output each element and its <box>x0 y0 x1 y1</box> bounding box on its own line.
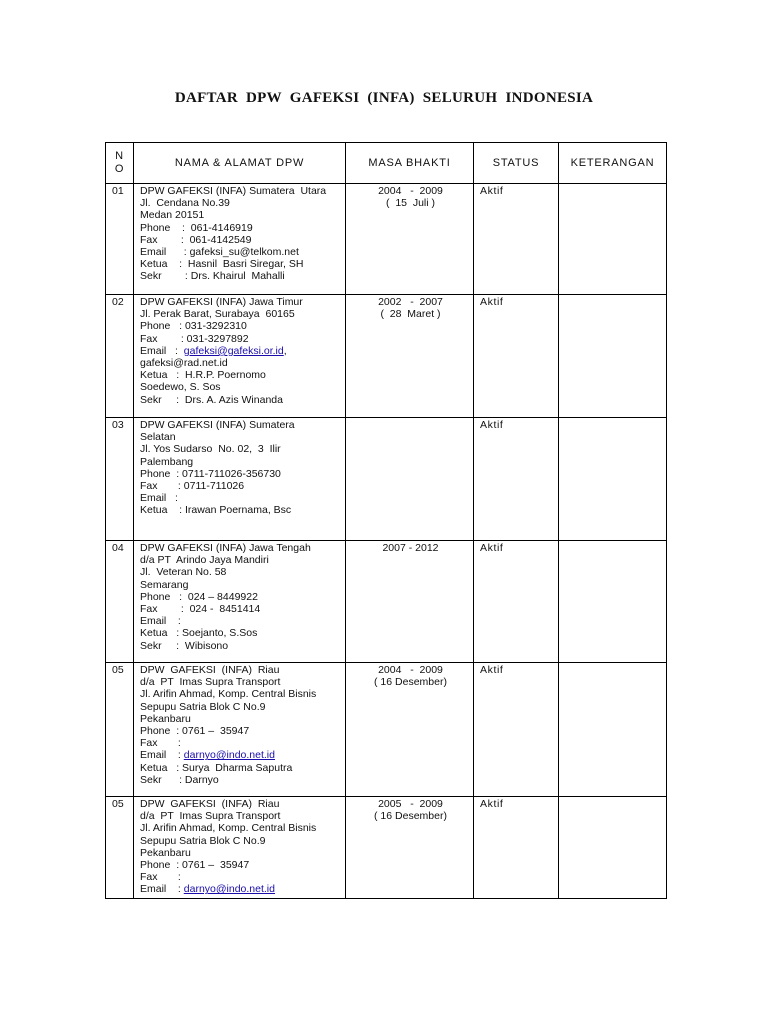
address-line: Email : gafeksi@gafeksi.or.id, <box>140 344 287 357</box>
address-line: Fax : 0711-711026 <box>140 480 245 493</box>
address-line: Semarang <box>140 578 189 591</box>
address-line: Fax : 061-4142549 <box>140 233 252 246</box>
table-row <box>106 295 667 418</box>
email-link[interactable]: gafeksi@gafeksi.or.id <box>183 344 284 357</box>
header-status: STATUS <box>474 143 559 184</box>
address-line: Fax : <box>140 737 181 750</box>
masa-bhakti-cell <box>346 295 474 418</box>
header-keterangan: KETERANGAN <box>559 143 667 184</box>
address-line: DPW GAFEKSI (INFA) Jawa Tengah <box>140 542 311 554</box>
nama-alamat-cell <box>134 418 346 541</box>
header-no <box>106 143 134 184</box>
address-line: Fax : <box>140 871 181 884</box>
address-line: Pekanbaru <box>140 712 191 725</box>
nama-alamat-cell <box>134 184 346 295</box>
address-line: DPW GAFEKSI (INFA) Riau <box>140 664 280 676</box>
address-line: d/a PT Imas Supra Transport <box>140 810 281 823</box>
keterangan-cell <box>559 184 667 295</box>
address-line: Ketua : Soejanto, S.Sos <box>140 627 258 640</box>
masa-line: 2004 - 2009 <box>378 664 443 676</box>
address-line: Email : darnyo@indo.net.id <box>140 749 275 762</box>
email-link[interactable]: darnyo@indo.net.id <box>183 749 275 762</box>
status-cell: Aktif <box>474 541 559 663</box>
address-line: Ketua : Hasnil Basri Siregar, SH <box>140 258 304 271</box>
masa-bhakti-cell <box>346 541 474 663</box>
masa-bhakti-cell <box>346 663 474 797</box>
masa-line: 2005 - 2009 <box>378 798 443 810</box>
dpw-table <box>105 142 667 899</box>
address-line: DPW GAFEKSI (INFA) Riau <box>140 798 280 810</box>
table-row <box>106 184 667 295</box>
status-cell: Aktif <box>474 797 559 899</box>
row-number: 05 <box>106 663 134 797</box>
nama-alamat-cell <box>134 295 346 418</box>
address-line: Sekr : Drs. Khairul Mahalli <box>140 270 285 283</box>
email-link[interactable]: darnyo@indo.net.id <box>183 883 275 896</box>
status-cell: Aktif <box>474 184 559 295</box>
header-masa-bhakti: MASA BHAKTI <box>346 143 474 184</box>
status-cell: Aktif <box>474 663 559 797</box>
address-line: Jl. Arifin Ahmad, Komp. Central Bisnis <box>140 688 317 701</box>
keterangan-cell <box>559 541 667 663</box>
address-line: Ketua : Surya Dharma Saputra <box>140 761 293 774</box>
keterangan-cell <box>559 295 667 418</box>
address-line: Email : <box>140 615 181 628</box>
nama-alamat-cell <box>134 663 346 797</box>
address-line: Palembang <box>140 455 194 468</box>
address-line: Phone : 0711-711026-356730 <box>140 467 281 480</box>
row-number: 05 <box>106 797 134 899</box>
address-line: Sepupu Satria Blok C No.9 <box>140 834 266 847</box>
nama-alamat-cell <box>134 797 346 899</box>
table-row <box>106 663 667 797</box>
masa-line: 2002 - 2007 <box>378 296 443 308</box>
table-row <box>106 797 667 899</box>
nama-alamat-cell <box>134 541 346 663</box>
status-cell: Aktif <box>474 418 559 541</box>
table-header-row <box>106 143 667 184</box>
header-no-line2: O <box>114 163 125 175</box>
row-number: 01 <box>106 184 134 295</box>
address-line: Phone : 061-4146919 <box>140 221 253 234</box>
keterangan-cell <box>559 418 667 541</box>
masa-line: ( 15 Juli ) <box>385 197 435 210</box>
address-line: Ketua : Irawan Poernama, Bsc <box>140 504 292 517</box>
address-line: Sekr : Drs. A. Azis Winanda <box>140 393 283 406</box>
row-number: 03 <box>106 418 134 541</box>
keterangan-cell <box>559 797 667 899</box>
address-line: Phone : 031-3292310 <box>140 320 247 333</box>
address-line: Email : gafeksi_su@telkom.net <box>140 246 299 259</box>
address-line: d/a PT Imas Supra Transport <box>140 676 281 689</box>
masa-line: ( 16 Desember) <box>374 676 447 689</box>
address-line: Jl. Perak Barat, Surabaya 60165 <box>140 308 295 321</box>
address-line: gafeksi@rad.net.id <box>140 357 228 370</box>
address-line: Jl. Veteran No. 58 <box>140 566 227 579</box>
keterangan-cell <box>559 663 667 797</box>
masa-bhakti-cell <box>346 797 474 899</box>
address-line: Fax : 024 - 8451414 <box>140 603 261 616</box>
address-line: d/a PT Arindo Jaya Mandiri <box>140 554 269 567</box>
address-line: Email : darnyo@indo.net.id <box>140 883 275 896</box>
row-number: 02 <box>106 295 134 418</box>
masa-line: 2004 - 2009 <box>378 185 443 197</box>
table-row <box>106 418 667 541</box>
address-line: Jl. Yos Sudarso No. 02, 3 Ilir <box>140 443 281 456</box>
address-line: Ketua : H.R.P. Poernomo <box>140 369 266 382</box>
address-line: Soedewo, S. Sos <box>140 381 221 394</box>
header-nama-alamat: NAMA & ALAMAT DPW <box>134 143 346 184</box>
document-title: DAFTAR DPW GAFEKSI (INFA) SELURUH INDONESIA <box>174 90 594 106</box>
address-line: Phone : 024 – 8449922 <box>140 590 258 603</box>
row-number: 04 <box>106 541 134 663</box>
status-cell: Aktif <box>474 295 559 418</box>
address-line: Fax : 031-3297892 <box>140 332 249 345</box>
masa-bhakti-cell <box>346 184 474 295</box>
address-line: Sekr : Darnyo <box>140 773 219 786</box>
address-line: Sepupu Satria Blok C No.9 <box>140 700 266 713</box>
masa-line: ( 28 Maret ) <box>380 308 441 321</box>
address-line: DPW GAFEKSI (INFA) Jawa Timur <box>140 296 303 308</box>
address-line: Jl. Arifin Ahmad, Komp. Central Bisnis <box>140 822 317 835</box>
table-row <box>106 541 667 663</box>
address-line: Selatan <box>140 431 176 444</box>
masa-line: ( 16 Desember) <box>374 810 447 823</box>
address-line: Sekr : Wibisono <box>140 639 229 652</box>
address-line: Medan 20151 <box>140 209 205 222</box>
address-line: DPW GAFEKSI (INFA) Sumatera Utara <box>140 185 327 197</box>
address-line: Phone : 0761 – 35947 <box>140 725 250 738</box>
address-line: Jl. Cendana No.39 <box>140 197 230 210</box>
address-line: Phone : 0761 – 35947 <box>140 859 250 872</box>
header-no-line1: N <box>115 150 124 162</box>
address-line: Email : <box>140 492 178 505</box>
address-line: Pekanbaru <box>140 846 191 859</box>
masa-bhakti-cell <box>346 418 474 541</box>
masa-line: 2007 - 2012 <box>382 542 439 554</box>
address-line: DPW GAFEKSI (INFA) Sumatera <box>140 419 295 431</box>
